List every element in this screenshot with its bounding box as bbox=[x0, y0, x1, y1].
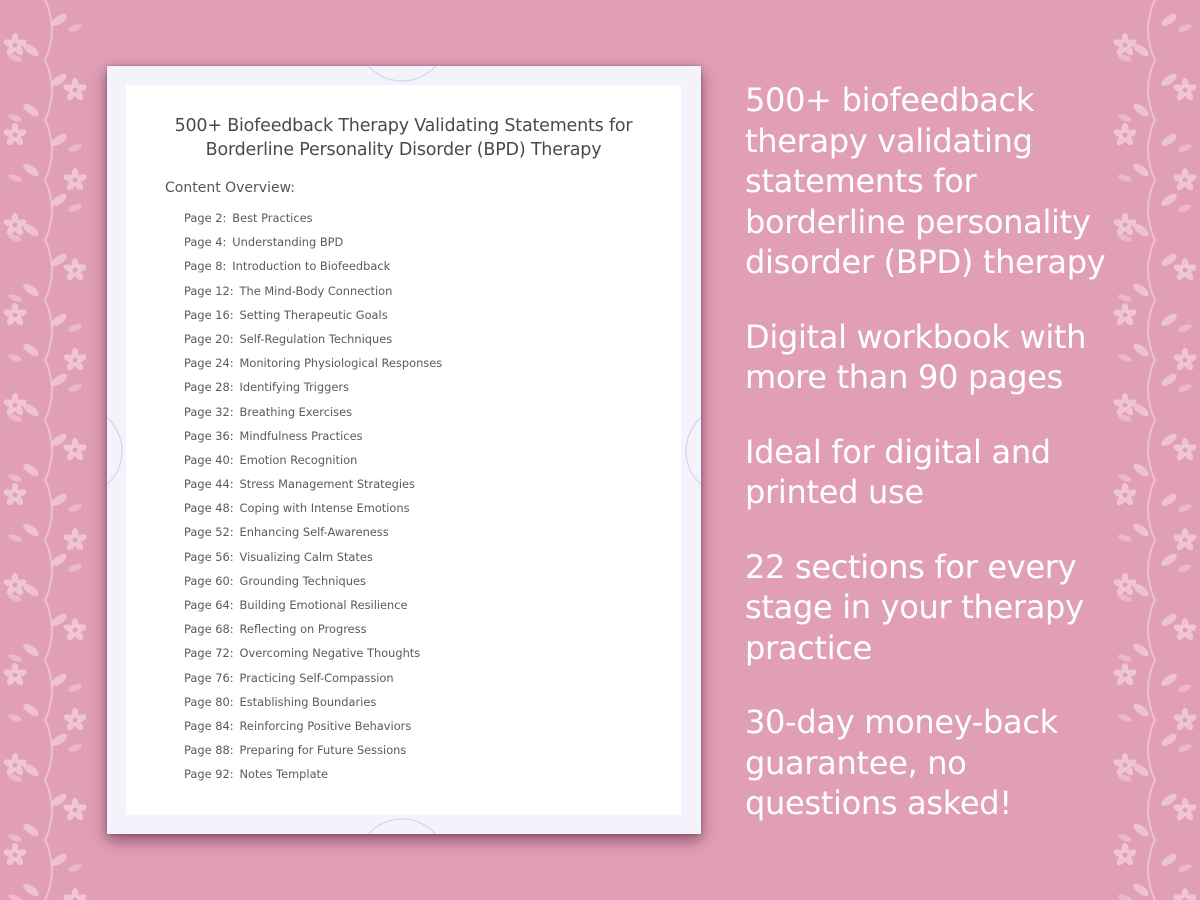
toc-page-number: Page 4: bbox=[184, 235, 227, 250]
toc-section-title: Establishing Boundaries bbox=[239, 694, 377, 709]
toc-page-number: Page 64: bbox=[184, 598, 234, 612]
toc-entry bbox=[184, 550, 442, 574]
toc-entry bbox=[184, 574, 442, 598]
table-of-contents bbox=[184, 211, 442, 792]
toc-entry bbox=[184, 719, 442, 743]
toc-section-title: Setting Therapeutic Goals bbox=[239, 307, 388, 322]
toc-entry bbox=[184, 743, 442, 767]
toc-section-title: Notes Template bbox=[239, 767, 329, 782]
toc-entry bbox=[184, 380, 442, 404]
toc-entry bbox=[184, 405, 442, 429]
toc-section-title: Self-Regulation Techniques bbox=[239, 331, 393, 346]
toc-entry bbox=[184, 284, 442, 308]
toc-section-title: Stress Management Strategies bbox=[239, 477, 415, 492]
toc-entry bbox=[184, 211, 442, 235]
toc-section-title: Visualizing Calm States bbox=[239, 549, 373, 564]
toc-entry bbox=[184, 671, 442, 695]
page-content bbox=[126, 85, 681, 815]
toc-entry bbox=[184, 501, 442, 525]
toc-page-number: Page 92: bbox=[184, 767, 234, 782]
toc-section-title: Monitoring Physiological Responses bbox=[239, 356, 443, 371]
toc-section-title: Building Emotional Resilience bbox=[239, 598, 408, 612]
toc-entry bbox=[184, 695, 442, 719]
toc-page-number: Page 28: bbox=[184, 380, 234, 395]
toc-section-title: Overcoming Negative Thoughts bbox=[239, 646, 421, 661]
toc-page-number: Page 36: bbox=[184, 428, 234, 443]
toc-section-title: Introduction to Biofeedback bbox=[232, 259, 391, 274]
floral-vine-icon bbox=[0, 0, 100, 900]
toc-entry bbox=[184, 259, 442, 283]
toc-page-number: Page 52: bbox=[184, 525, 234, 540]
toc-section-title: Breathing Exercises bbox=[239, 404, 353, 419]
document-title bbox=[136, 114, 671, 162]
toc-section-title: Coping with Intense Emotions bbox=[239, 501, 410, 516]
toc-page-number: Page 80: bbox=[184, 694, 234, 709]
toc-entry bbox=[184, 767, 442, 791]
toc-section-title: Reinforcing Positive Behaviors bbox=[239, 718, 412, 733]
feature-item: 30-day money-back guarantee, no questions asked! bbox=[745, 703, 1058, 822]
toc-entry bbox=[184, 598, 442, 622]
toc-section-title: Mindfulness Practices bbox=[239, 428, 363, 443]
toc-section-title: Grounding Techniques bbox=[239, 573, 366, 588]
toc-section-title: Understanding BPD bbox=[232, 235, 344, 250]
toc-page-number: Page 84: bbox=[184, 718, 234, 733]
toc-entry bbox=[184, 477, 442, 501]
toc-page-number: Page 72: bbox=[184, 646, 234, 661]
feature-item: Ideal for digital and printed use bbox=[745, 432, 1051, 511]
toc-entry bbox=[184, 356, 442, 380]
toc-section-title: Preparing for Future Sessions bbox=[239, 743, 407, 758]
workbook-page-preview bbox=[107, 66, 701, 834]
feature-item: 22 sections for every stage in your therapy practice bbox=[745, 547, 1084, 667]
toc-page-number: Page 32: bbox=[184, 404, 234, 419]
toc-page-number: Page 2: bbox=[184, 211, 227, 225]
toc-page-number: Page 12: bbox=[184, 283, 234, 298]
toc-page-number: Page 56: bbox=[184, 549, 234, 564]
toc-entry bbox=[184, 525, 442, 549]
document-title-line-2: Borderline Personality Disorder (BPD) Therapy bbox=[205, 140, 602, 160]
toc-section-title: Enhancing Self-Awareness bbox=[239, 525, 389, 540]
toc-page-number: Page 24: bbox=[184, 356, 234, 371]
right-floral-border bbox=[1100, 0, 1200, 900]
toc-page-number: Page 48: bbox=[184, 501, 234, 516]
toc-section-title: Identifying Triggers bbox=[239, 380, 349, 395]
toc-entry bbox=[184, 332, 442, 356]
toc-page-number: Page 16: bbox=[184, 307, 234, 322]
toc-entry bbox=[184, 622, 442, 646]
toc-page-number: Page 88: bbox=[184, 743, 234, 758]
toc-entry bbox=[184, 646, 442, 670]
toc-page-number: Page 60: bbox=[184, 573, 234, 588]
toc-page-number: Page 44: bbox=[184, 477, 234, 492]
toc-page-number: Page 8: bbox=[184, 259, 227, 274]
feature-item: Digital workbook with more than 90 pages bbox=[745, 317, 1087, 396]
toc-section-title: The Mind-Body Connection bbox=[239, 283, 393, 298]
toc-entry bbox=[184, 235, 442, 259]
toc-page-number: Page 20: bbox=[184, 331, 234, 346]
toc-entry bbox=[184, 453, 442, 477]
content-overview-heading: Content Overview: bbox=[165, 180, 295, 196]
toc-section-title: Reflecting on Progress bbox=[239, 622, 367, 637]
toc-entry bbox=[184, 429, 442, 453]
toc-page-number: Page 40: bbox=[184, 452, 234, 467]
toc-page-number: Page 68: bbox=[184, 622, 234, 637]
floral-vine-icon bbox=[1100, 0, 1200, 900]
left-floral-border bbox=[0, 0, 100, 900]
feature-list bbox=[745, 80, 1125, 858]
document-title-line-1: 500+ Biofeedback Therapy Validating Statements for bbox=[174, 116, 633, 136]
toc-entry bbox=[184, 308, 442, 332]
toc-section-title: Practicing Self-Compassion bbox=[239, 670, 394, 685]
toc-section-title: Best Practices bbox=[232, 211, 313, 225]
toc-section-title: Emotion Recognition bbox=[239, 452, 358, 467]
toc-page-number: Page 76: bbox=[184, 670, 234, 685]
feature-item: 500+ biofeedback therapy validating statements for borderline personality disorder (BPD) therapy bbox=[745, 81, 1106, 281]
